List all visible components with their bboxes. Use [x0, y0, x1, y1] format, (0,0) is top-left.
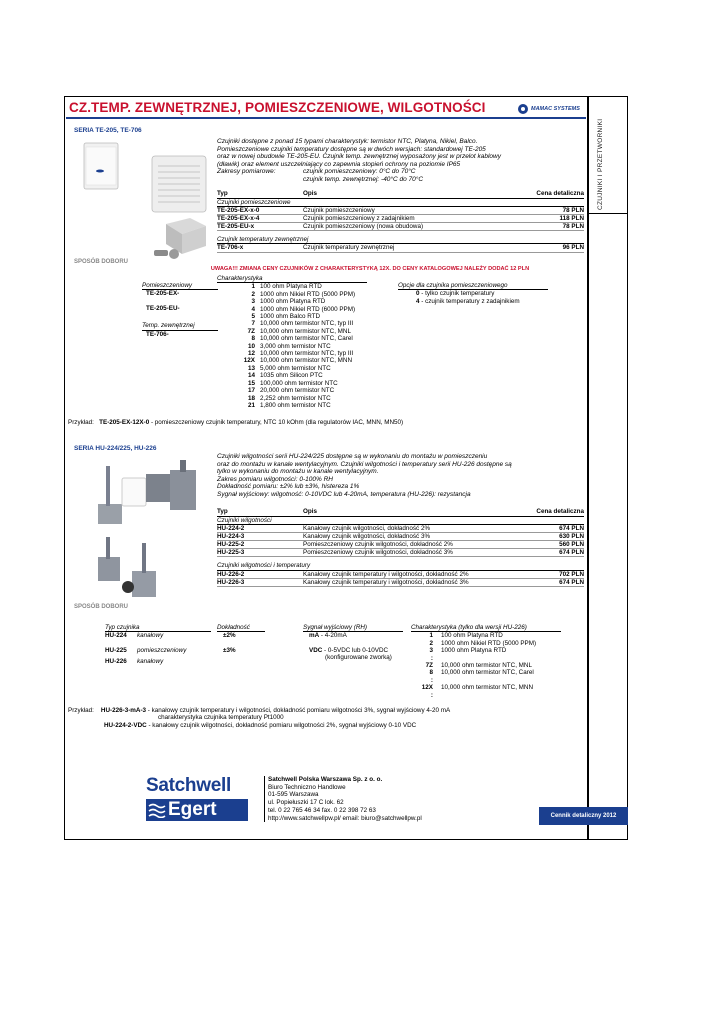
dokl-label: Dokładność [217, 624, 265, 632]
list-item: 12 10,000 ohm termistor NTC, typ III [247, 350, 354, 358]
list-item: 7Z 10,000 ohm termistor NTC, MNL [425, 662, 532, 670]
contact-line: http://www.satchwellpw.pl/ email: biuro@satchwellpw.pl [268, 814, 422, 822]
list-item: 7Z 10,000 ohm termistor NTC, MNL [247, 327, 351, 335]
table-row [217, 570, 584, 578]
list-item: 12X 10,000 ohm termistor NTC, MNN [421, 684, 534, 692]
list-item: 14 1035 ohm Silicon PTC [247, 372, 323, 380]
list-item: 17 20,000 ohm termistor NTC [247, 387, 335, 395]
group-label: Czujniki wilgotności i temperatury [217, 562, 584, 570]
cell-opis: Kanałowy czujnik temperatury i wilgotności, dokładność 2% [303, 570, 521, 578]
list-item: 18 2,252 ohm termistor NTC [247, 394, 331, 402]
list-item: 4 1000 ohm Nikiel RTD (6000 PPM) [251, 305, 356, 313]
example-code: TE-205-EX-12X-0 [99, 419, 150, 426]
cell-cena: 674 PLN [521, 548, 584, 556]
table-row [217, 206, 584, 214]
hu-desc-line: Czujniki wilgotności serii HU-224/225 dostępne są w wykonaniu do montażu w pomieszczeniu [217, 453, 488, 460]
example-text: - kanałowy czujnik wilgotności, dokładność pomiaru wilgotności 2%, sygnał wyjściowy 0-10 VDC [146, 721, 417, 729]
te-205-eu-image [148, 152, 210, 216]
col-typ: Typ [217, 508, 303, 516]
cell-cena: 118 PLN [504, 214, 584, 222]
pom-label: Pomieszczeniowy [142, 282, 218, 290]
list-item: 2 1000 ohm Nikiel RTD (5000 PPM) [429, 639, 537, 647]
hu-desc-line: Dokładność pomiaru: ±2% lub ±3%, histereza 1% [217, 483, 360, 491]
example-text: - pomieszczeniowy czujnik temperatury, NTC 10 kOhm (dla regulatorów IAC, MNN, MN50) [149, 419, 404, 426]
list-item: 8 10,000 ohm termistor NTC, Carel [251, 335, 353, 343]
hu-accuracy [217, 624, 265, 654]
list-item: : [430, 691, 433, 699]
te-range-row [217, 168, 562, 176]
te-series-heading: SERIA TE-205, TE-706 [74, 127, 142, 134]
example-line [68, 707, 450, 714]
logo-bottom-text [146, 799, 248, 821]
cell-typ: HU-226-3 [217, 578, 303, 586]
cell-cena: 560 PLN [521, 540, 584, 548]
example-label: Przykład: [68, 419, 94, 426]
cell-typ: HU-224-3 [217, 532, 303, 540]
list-item: ±2% [223, 632, 236, 640]
list-item: 7 10,000 ohm termistor NTC, typ III [251, 320, 354, 328]
list-item: VDC - 0-5VDC lub 0-10VDC [309, 646, 389, 654]
cell-cena: 630 PLN [521, 532, 584, 540]
hu-price-table [217, 508, 584, 587]
te-205-ex-image [80, 141, 122, 191]
te-range1: czujnik pomieszczeniowy: 0°C do 70°C [303, 168, 416, 176]
list-item: : [430, 654, 433, 662]
cell-cena: 674 PLN [521, 578, 584, 586]
group-label: Czujniki wilgotności [217, 516, 584, 524]
list-item: 2 1000 ohm Nikiel RTD (5000 PPM) [251, 290, 356, 298]
col-cena: Cena detaliczna [521, 508, 584, 516]
opcje-label: Opcje dla czujnika pomieszczeniowego [398, 282, 548, 290]
list-item: HU-225 pomieszczeniowy [105, 646, 187, 654]
hu-sposob-heading: SPOSÓB DOBORU [74, 604, 129, 610]
list-item: 13 5,000 ohm termistor NTC [247, 364, 331, 372]
cell-cena: 702 PLN [521, 570, 584, 578]
contact-line: 01-595 Warszawa [268, 791, 319, 799]
col-typ: Typ [217, 190, 303, 198]
contact-line: Biuro Techniczno Handlowe [268, 783, 346, 791]
list-item: 3 1000 ohm Platyna RTD [251, 298, 326, 306]
hu-description [217, 453, 572, 499]
cell-opis: Kanałowy czujnik temperatury i wilgotności, dokładność 3% [303, 578, 521, 586]
group-row [217, 236, 584, 244]
list-item: (konfigurowane zworką) [325, 654, 392, 662]
hu-signal [303, 624, 403, 662]
table-row [217, 214, 584, 222]
group-row [217, 562, 584, 570]
cell-typ: TE-205-EX-x-4 [217, 214, 303, 222]
cell-opis: Czujnik temperatury zewnętrznej [303, 244, 504, 252]
cell-typ: TE-706-x [217, 244, 303, 252]
hu-desc-line: tylko w wykonaniu do montażu w kanale wentylacyjnym. [217, 468, 379, 476]
cell-typ: TE-205-EX-x-0 [217, 206, 303, 214]
table-row [217, 222, 584, 230]
table-row [217, 532, 584, 540]
contact-line: tel. 0 22 765 46 34 fax. 0 22 398 72 63 [268, 806, 376, 814]
list-item: HU-226 kanałowy [105, 658, 164, 666]
cell-opis: Pomieszczeniowy czujnik wilgotności, dokładność 3% [303, 548, 521, 556]
page-title: CZ.TEMP. ZEWNĘTRZNEJ, POMIESZCZENIOWE, WILGOTNOŚCI [69, 100, 486, 115]
char-label: Charakterystyka (tylko dla wersji HU-226) [411, 624, 561, 632]
cell-opis: Kanałowy czujnik wilgotności, dokładność 3% [303, 532, 521, 540]
cell-cena: 78 PLN [504, 206, 584, 214]
waves-icon [148, 802, 166, 818]
te-desc-line: Czujniki dostępne z ponad 15 typami charakterystyk: termistor NTC, Platyna, Nikiel, Balco. [217, 138, 478, 145]
cell-typ: HU-224-2 [217, 524, 303, 532]
typ-label: Typ czujnika [105, 624, 211, 632]
cennik-badge: Cennik detaliczny 2012 [539, 807, 628, 825]
te-example [68, 419, 403, 426]
list-item: : [430, 676, 433, 684]
mamac-brand-text: MAMAC SYSTEMS [531, 106, 580, 112]
cell-opis: Czujnik pomieszczeniowy z zadajnikiem [303, 214, 504, 222]
hu-desc-line: oraz do montażu w kanale wentylacyjnym. Czujniki wilgotności i temperatury serii HU-226 dostępne są [217, 460, 512, 468]
list-item: 5 1000 ohm Balco RTD [251, 313, 321, 321]
example-text: charakterystyka czujnika temperatury Pt1000 [158, 714, 284, 722]
hu-example [68, 707, 450, 729]
hu-series-heading: SERIA HU-224/225, HU-226 [74, 445, 157, 452]
list-item: 15 100,000 ohm termistor NTC [247, 379, 338, 387]
list-item: 0 - tylko czujnik temperatury [416, 290, 495, 298]
example-code: HU-226-3-mA-3 [100, 707, 147, 714]
cell-typ: HU-226-2 [217, 570, 303, 578]
contact-block [264, 776, 422, 822]
te-desc-line: Pomieszczeniowe czujniki temperatury dostępne są w dwóch wersjach: standardowej TE-205 [217, 145, 486, 153]
group-label: Czujniki pomieszczeniowe [217, 198, 584, 206]
table-row [217, 244, 584, 252]
cell-opis: Czujnik pomieszczeniowy (nowa obudowa) [303, 222, 504, 230]
table-row [217, 524, 584, 532]
hu-desc-line: Zakres pomiaru wilgotności: 0-100% RH [217, 475, 333, 483]
company-name: Satchwell Polska Warszawa Sp. z o. o. [268, 776, 383, 783]
te-characteristics [217, 275, 367, 409]
group-row [217, 198, 584, 206]
logo-bottom-label: Egert [168, 799, 217, 820]
col-opis: Opis [303, 190, 504, 198]
mamac-brand [518, 104, 580, 114]
pom-code: TE-205-EX- [146, 290, 180, 298]
table-header [217, 508, 584, 516]
title-underline [66, 117, 586, 119]
warning-text: UWAGA!!! ZMIANA CENY CZUJNIKÓW Z CHARAKTERYSTYKĄ 12X. DO CENY KATALOGOWEJ NALEŻY DODAĆ 12 PLN [210, 266, 530, 272]
mamac-logo-icon [518, 104, 528, 114]
char-list [217, 283, 357, 409]
logo-top-text: Satchwell [146, 775, 231, 796]
te-type-codes [142, 282, 218, 338]
example-line [68, 722, 450, 729]
te-range-label: Zakresy pomiarowe: [217, 168, 276, 176]
te-desc-line: (dławik) oraz element uszczelniający co zapewnia stopień ochrony na poziomie IP65 [217, 160, 461, 168]
cell-typ: HU-225-2 [217, 540, 303, 548]
zew-code: TE-706- [146, 330, 169, 338]
te-options [398, 282, 548, 305]
list-item: 1 100 ohm Platyna RTD [251, 283, 322, 291]
example-text: - kanałowy czujnik temperatury i wilgotności, dokładność pomiaru wilgotności 3%, sygnał wyjściowy 4-20 mA [146, 707, 451, 714]
hu-characteristics [411, 624, 561, 699]
te-range2: czujnik temp. zewnętrznej: -40°C do 70°C [303, 175, 424, 183]
list-item: HU-224 kanałowy [105, 632, 164, 640]
cell-cena: 674 PLN [521, 524, 584, 532]
te-706-image [152, 214, 212, 264]
pom-code: TE-205-EU- [146, 304, 180, 312]
list-item: 10 3,000 ohm termistor NTC [247, 342, 331, 350]
list-item: 1 100 ohm Platyna RTD [429, 632, 503, 640]
te-sposob-heading: SPOSÓB DOBORU [74, 259, 129, 265]
list-item: ±3% [223, 646, 236, 654]
table-row [217, 578, 584, 586]
contact-line: ul. Popiełuszki 17 C lok. 62 [268, 799, 344, 807]
hu-226-image [92, 535, 172, 605]
list-item: 12X 10,000 ohm termistor NTC, MNN [243, 357, 353, 365]
cell-cena: 96 PLN [504, 244, 584, 252]
group-row [217, 516, 584, 524]
cell-opis: Kanałowy czujnik wilgotności, dokładność 2% [303, 524, 521, 532]
char-label: Charakterystyka [217, 275, 367, 283]
satchwell-logo [146, 776, 248, 822]
example-code: HU-224-2-VDC [104, 721, 147, 729]
group-label: Czujnik temperatury zewnętrznej [217, 236, 584, 244]
side-label: CZUJNIKI I PRZETWORNIKI [597, 118, 604, 210]
list-item: 4 - czujnik temperatury z zadajnikiem [416, 297, 520, 305]
col-opis: Opis [303, 508, 521, 516]
hu-desc-line: Sygnał wyjściowy: wilgotność: 0-10VDC lub 4-20mA, temperatura (HU-226): rezystancja [217, 490, 471, 498]
list-item: 8 10,000 ohm termistor NTC, Carel [429, 669, 534, 677]
list-item: mA - 4-20mA [309, 632, 347, 640]
cell-cena: 78 PLN [504, 222, 584, 230]
cell-opis: Czujnik pomieszczeniowy [303, 206, 504, 214]
cell-opis: Pomieszczeniowy czujnik wilgotności, dokładność 2% [303, 540, 521, 548]
char-list [411, 632, 538, 699]
cell-typ: TE-205-EU-x [217, 222, 303, 230]
col-cena: Cena detaliczna [504, 190, 584, 198]
te-price-table [217, 190, 584, 253]
table-row [217, 540, 584, 548]
sygn-label: Sygnał wyjściowy (RH) [303, 624, 403, 632]
hu-224-225-image [92, 460, 202, 530]
cell-typ: HU-225-3 [217, 548, 303, 556]
list-item: 21 1,800 ohm termistor NTC [247, 401, 331, 409]
example-label: Przykład: [68, 707, 94, 714]
te-description [217, 138, 562, 184]
table-row [217, 548, 584, 556]
table-header [217, 190, 584, 198]
zew-label: Temp. zewnętrznej [142, 322, 218, 330]
te-desc-line: oraz w nowej obudowie TE-205-EU. Czujnik temp. zewnętrznej wyposażony jest w przelot kablowy [217, 153, 501, 161]
list-item: 3 1000 ohm Platyna RTD [429, 647, 507, 655]
hu-type-list [105, 624, 211, 666]
